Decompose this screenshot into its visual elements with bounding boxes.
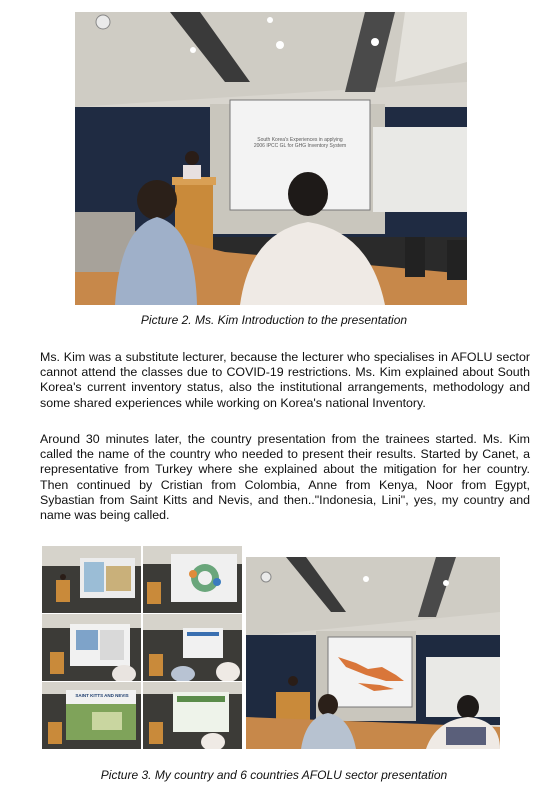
caption-picture-3: Picture 3. My country and 6 countries AFOLU sector presentation [100,768,448,782]
collage-tile-5 [42,682,141,749]
paragraph-1: Ms. Kim was a substitute lecturer, because the lecturer who specialises in AFOLU sector cannot attend the classes due to COVID-19 restrictions. Ms. Kim explained about South Korea's current inventory status, also the institutional arrangements, methodology and some shared experiences while working on Korea's national Inventory. [40,350,530,410]
photo-indonesia-presentation [246,557,500,749]
projection-screen-text [238,137,362,149]
collage-tile-4 [143,614,242,681]
screen-title-line1: South Korea's Experiences in applying [257,137,343,143]
collage-tile-6 [143,682,242,749]
paragraph-2: Around 30 minutes later, the country presentation from the trainees started. Ms. Kim called the name of the country who needed to present their results. Started by Canet, a representative from Turkey where she explained about the mitigation for her country. Then continued by Cristian from Colombia, Anne from Kenya, Noor from Egypt, Sybastian from Saint Kitts and Nevis, and then.."Indonesia, Lini", yes, my country and name was being called. [40,432,530,523]
collage-tile-2 [143,546,242,613]
slide-saint-kitts-title: SAINT KITTS AND NEVIS [75,693,129,698]
collage-tile-3 [42,614,141,681]
screen-title-line2: 2006 IPCC GL for GHG Inventory System [253,143,347,149]
caption-picture-2: Picture 2. Ms. Kim Introduction to the presentation [140,313,408,327]
collage-country-presentations [42,546,500,749]
collage-tile-1 [42,546,141,613]
photo-ms-kim-introduction [75,12,467,305]
